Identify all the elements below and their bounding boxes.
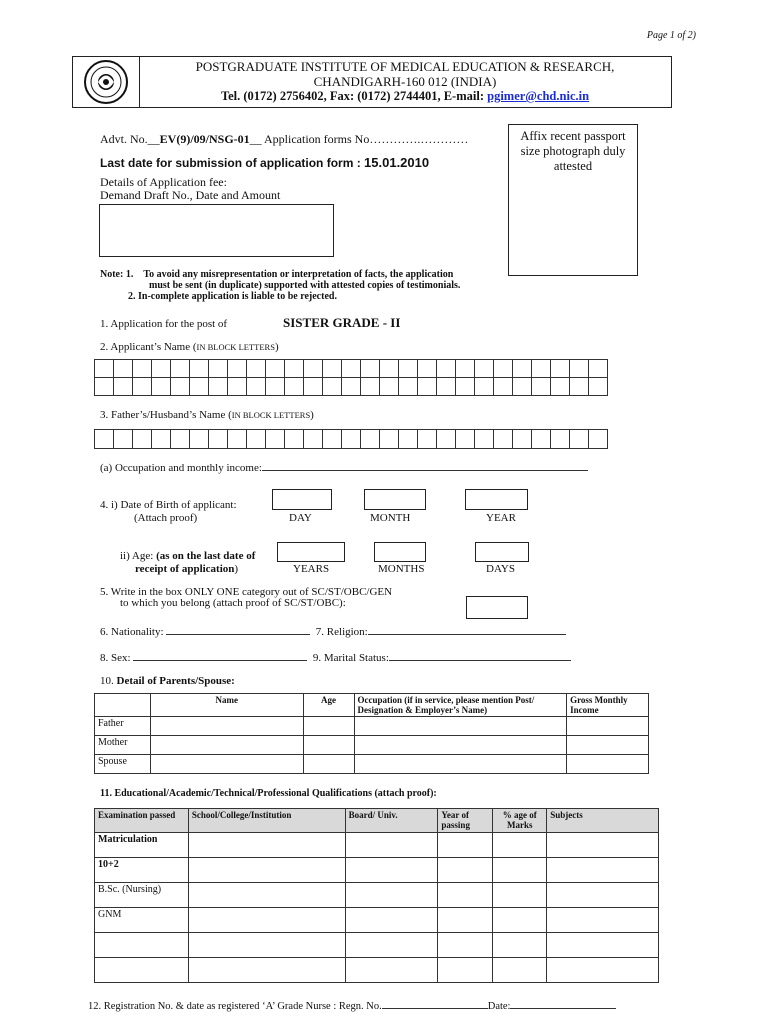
q4-label: 4. i) Date of Birth of applicant: (100, 499, 237, 511)
input-cell[interactable] (567, 736, 649, 755)
institute-city: CHANDIGARH-160 012 (INDIA) (313, 74, 497, 89)
input-cell[interactable] (438, 933, 493, 958)
letter-cell[interactable] (380, 378, 399, 396)
letter-cell[interactable] (304, 360, 323, 378)
letter-cell[interactable] (323, 378, 342, 396)
occupation-input[interactable] (262, 460, 588, 471)
exam-label: Matriculation (95, 833, 189, 858)
letter-cell[interactable] (152, 360, 171, 378)
letter-cell[interactable] (323, 360, 342, 378)
last-date-line: Last date for submission of application form : 15.01.2010 (100, 155, 430, 170)
letter-cell[interactable] (133, 360, 152, 378)
letter-cell[interactable] (95, 378, 114, 396)
input-cell[interactable] (354, 736, 567, 755)
letter-cell[interactable] (589, 430, 608, 449)
input-cell[interactable] (188, 908, 345, 933)
letter-cell[interactable] (190, 360, 209, 378)
letter-cell[interactable] (247, 430, 266, 449)
letter-cell[interactable] (152, 430, 171, 449)
input-cell[interactable] (354, 717, 567, 736)
input-cell[interactable] (567, 755, 649, 774)
exam-label: GNM (95, 908, 189, 933)
letter-cell[interactable] (456, 360, 475, 378)
input-cell[interactable] (354, 755, 567, 774)
q10-label: 10. Detail of Parents/Spouse: (100, 675, 235, 687)
letter-cell[interactable] (418, 430, 437, 449)
q2-label: 2. Applicant’s Name (IN BLOCK LETTERS) (100, 341, 279, 353)
post-name: SISTER GRADE - II (283, 315, 401, 330)
input-cell[interactable] (547, 883, 659, 908)
letter-cell[interactable] (247, 360, 266, 378)
letter-cell[interactable] (380, 360, 399, 378)
letter-cell[interactable] (361, 378, 380, 396)
letter-cell[interactable] (114, 430, 133, 449)
table-row (95, 755, 649, 774)
letter-cell[interactable] (551, 430, 570, 449)
input-cell[interactable] (493, 833, 547, 858)
letter-cell[interactable] (285, 360, 304, 378)
email-link[interactable]: pgimer@chd.nic.in (487, 89, 590, 103)
letter-cell[interactable] (513, 360, 532, 378)
input-cell[interactable] (345, 933, 438, 958)
input-cell[interactable] (547, 858, 659, 883)
advt-line: Advt. No.__EV(9)/09/NSG-01__ Application forms No………….………… (100, 132, 469, 146)
day-label: DAY (289, 512, 312, 524)
letter-cell[interactable] (285, 430, 304, 449)
letter-cell[interactable] (437, 360, 456, 378)
input-cell[interactable] (567, 717, 649, 736)
letter-cell[interactable] (570, 430, 589, 449)
table-row (95, 908, 659, 933)
letter-cell[interactable] (342, 378, 361, 396)
input-cell[interactable] (547, 958, 659, 983)
input-cell[interactable] (547, 833, 659, 858)
months-label: MONTHS (378, 563, 425, 575)
input-cell[interactable] (438, 833, 493, 858)
notes: Note: 1. To avoid any misrepresentation or interpretation of facts, the application must be sent (in duplicate) supported with attested copies of testimonials. 2. In-complete application is liable to be rejected. (100, 269, 461, 302)
age-days-box[interactable] (475, 542, 529, 562)
marital-status-input[interactable] (389, 650, 571, 661)
age-years-box[interactable] (277, 542, 345, 562)
q12-line: 12. Registration No. & date as registered ‘A’ Grade Nurse : Regn. No. Date: (88, 998, 616, 1012)
input-cell[interactable] (493, 883, 547, 908)
input-cell[interactable] (303, 717, 354, 736)
exam-label (95, 958, 189, 983)
exam-label: 10+2 (95, 858, 189, 883)
input-cell[interactable] (150, 755, 303, 774)
letter-cell[interactable] (228, 430, 247, 449)
letter-cell[interactable] (456, 378, 475, 396)
letter-cell[interactable] (494, 378, 513, 396)
letter-cell[interactable] (380, 430, 399, 449)
letter-cell[interactable] (95, 430, 114, 449)
letter-cell[interactable] (437, 378, 456, 396)
religion-input[interactable] (368, 624, 566, 635)
letter-cell[interactable] (589, 378, 608, 396)
input-cell[interactable] (150, 736, 303, 755)
letter-cell[interactable] (418, 378, 437, 396)
letter-cell[interactable] (152, 378, 171, 396)
letter-cell[interactable] (323, 430, 342, 449)
letter-cell[interactable] (399, 378, 418, 396)
row-label: Spouse (95, 755, 151, 774)
letter-cell[interactable] (361, 360, 380, 378)
letter-cell[interactable] (171, 360, 190, 378)
letter-cell[interactable] (551, 378, 570, 396)
input-cell[interactable] (188, 958, 345, 983)
fee-details: Details of Application fee: Demand Draft No., Date and Amount (100, 175, 281, 202)
category-box[interactable] (466, 596, 528, 619)
letter-cell[interactable] (494, 430, 513, 449)
input-cell[interactable] (493, 908, 547, 933)
sex-line: 8. Sex: 9. Marital Status: (100, 650, 571, 664)
table-row (95, 958, 659, 983)
photo-box[interactable]: Affix recent passport size photograph duly attested (508, 124, 638, 276)
table-row (95, 736, 649, 755)
letter-cell[interactable] (171, 378, 190, 396)
input-cell[interactable] (188, 858, 345, 883)
parents-table: Name Age Occupation (if in service, please mention Post/ Designation & Employer’s Name) Gross Monthly Income Father Mother Spouse (94, 693, 649, 774)
letter-cell[interactable] (513, 378, 532, 396)
input-cell[interactable] (438, 858, 493, 883)
occupation-line: (a) Occupation and monthly income: (100, 460, 588, 474)
letter-cell[interactable] (285, 378, 304, 396)
days-label: DAYS (486, 563, 515, 575)
nationality-input[interactable] (166, 624, 310, 635)
q1-label: 1. Application for the post of (100, 318, 228, 330)
input-cell[interactable] (345, 883, 438, 908)
letter-cell[interactable] (114, 360, 133, 378)
dob-year-box[interactable] (465, 489, 528, 510)
letter-cell[interactable] (266, 430, 285, 449)
input-cell[interactable] (345, 958, 438, 983)
input-cell[interactable] (438, 883, 493, 908)
letter-cell[interactable] (361, 430, 380, 449)
table-row (95, 833, 659, 858)
letter-cell[interactable] (418, 360, 437, 378)
page-number: Page 1 of 2) (646, 30, 696, 41)
letter-cell[interactable] (342, 360, 361, 378)
letter-cell[interactable] (589, 360, 608, 378)
letter-cell[interactable] (304, 430, 323, 449)
institute-logo (73, 57, 140, 107)
input-cell[interactable] (345, 908, 438, 933)
letter-cell[interactable] (95, 360, 114, 378)
regn-no-input[interactable] (382, 998, 488, 1009)
letter-cell[interactable] (475, 378, 494, 396)
years-label: YEARS (293, 563, 330, 575)
input-cell[interactable] (303, 755, 354, 774)
institute-name: POSTGRADUATE INSTITUTE OF MEDICAL EDUCATION & RESEARCH, (195, 59, 615, 74)
qualifications-table: Examination passed School/College/Institution Board/ Univ. Year of passing % age of Marks Subjects Matriculation 10+2 B.Sc. (Nursing) GNM (94, 808, 659, 983)
input-cell[interactable] (188, 833, 345, 858)
age-label: ii) Age: (as on the last date of receipt of application) (120, 550, 256, 575)
input-cell[interactable] (493, 858, 547, 883)
letter-cell[interactable] (399, 430, 418, 449)
letter-cell[interactable] (171, 430, 190, 449)
age-months-box[interactable] (374, 542, 426, 562)
letter-cell[interactable] (570, 360, 589, 378)
letter-cell[interactable] (456, 430, 475, 449)
letter-cell[interactable] (570, 378, 589, 396)
letter-cell[interactable] (266, 378, 285, 396)
table-row (95, 883, 659, 908)
q5-label: 5. Write in the box ONLY ONE category out of SC/ST/OBC/GEN to which you belong (attach proof of SC/ST/OBC): (100, 586, 393, 609)
exam-label: B.Sc. (Nursing) (95, 883, 189, 908)
nationality-line: 6. Nationality: 7. Religion: (100, 624, 566, 638)
letter-cell[interactable] (304, 378, 323, 396)
letter-cell[interactable] (532, 378, 551, 396)
input-cell[interactable] (345, 858, 438, 883)
input-cell[interactable] (493, 958, 547, 983)
father-name-grid[interactable] (94, 429, 608, 449)
input-cell[interactable] (547, 908, 659, 933)
letter-cell[interactable] (532, 360, 551, 378)
letter-cell[interactable] (114, 378, 133, 396)
letter-cell[interactable] (190, 430, 209, 449)
year-label: YEAR (486, 512, 516, 524)
letter-cell[interactable] (247, 378, 266, 396)
letter-cell[interactable] (437, 430, 456, 449)
input-cell[interactable] (188, 883, 345, 908)
letter-cell[interactable] (342, 430, 361, 449)
letter-cell[interactable] (266, 360, 285, 378)
table-row (95, 717, 649, 736)
letter-cell[interactable] (399, 360, 418, 378)
row-label: Mother (95, 736, 151, 755)
letter-cell[interactable] (133, 430, 152, 449)
row-label: Father (95, 717, 151, 736)
letter-cell[interactable] (494, 360, 513, 378)
letter-cell[interactable] (532, 430, 551, 449)
letter-cell[interactable] (190, 378, 209, 396)
month-label: MONTH (370, 512, 411, 524)
input-cell[interactable] (303, 736, 354, 755)
letter-cell[interactable] (551, 360, 570, 378)
regn-date-input[interactable] (510, 998, 616, 1009)
exam-label (95, 933, 189, 958)
fee-input-box[interactable] (99, 204, 334, 257)
attach-proof: (Attach proof) (134, 512, 198, 524)
input-cell[interactable] (493, 933, 547, 958)
dob-month-box[interactable] (364, 489, 426, 510)
letter-cell[interactable] (209, 430, 228, 449)
letter-cell[interactable] (209, 378, 228, 396)
sex-input[interactable] (133, 650, 307, 661)
letter-cell[interactable] (228, 378, 247, 396)
q3-label: 3. Father’s/Husband’s Name (IN BLOCK LETTERS) (100, 409, 314, 421)
input-cell[interactable] (438, 958, 493, 983)
letter-cell[interactable] (475, 430, 494, 449)
letter-cell[interactable] (475, 360, 494, 378)
table-row (95, 858, 659, 883)
applicant-name-grid[interactable] (94, 359, 608, 396)
letter-cell[interactable] (228, 360, 247, 378)
q11-label: 11. Educational/Academic/Technical/Professional Qualifications (attach proof): (100, 788, 437, 799)
letter-cell[interactable] (133, 378, 152, 396)
dob-day-box[interactable] (272, 489, 332, 510)
input-cell[interactable] (150, 717, 303, 736)
table-row (95, 933, 659, 958)
input-cell[interactable] (188, 933, 345, 958)
letter-cell[interactable] (513, 430, 532, 449)
header-box (72, 56, 672, 108)
letter-cell[interactable] (209, 360, 228, 378)
input-cell[interactable] (345, 833, 438, 858)
contact-line: Tel. (0172) 2756402, Fax: (0172) 2744401, E-mail: pgimer@chd.nic.in (220, 89, 590, 103)
input-cell[interactable] (547, 933, 659, 958)
input-cell[interactable] (438, 908, 493, 933)
